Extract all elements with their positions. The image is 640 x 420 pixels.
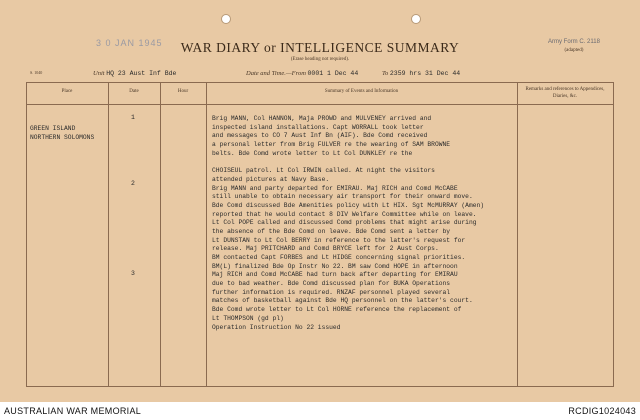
entry-line: inspected island installations. Capt WORRALL took letter — [212, 123, 424, 131]
entry-line: Lt Col POPE called and discussed Comd problems that might arise during — [212, 219, 477, 227]
received-date-stamp: 3 0 JAN 1945 — [96, 38, 163, 48]
unit-label: Unit — [93, 70, 105, 77]
header-divider — [26, 104, 614, 105]
entry-line: still unable to obtain necessary air transport for their onward move. — [212, 193, 473, 201]
summary-cell — [212, 115, 484, 332]
form-number — [548, 38, 600, 55]
entry-line: Maj RICH and Comd McCABE had turn back after departing for EMIRAU — [212, 271, 458, 279]
place-line: NORTHERN SOLOMONS — [30, 134, 95, 141]
from-value: 0001 1 Dec 44 — [307, 70, 359, 77]
to-value: 2359 hrs 31 Dec 44 — [389, 70, 461, 77]
footer-archive-name: AUSTRALIAN WAR MEMORIAL — [4, 406, 142, 416]
punch-hole-right — [411, 14, 421, 24]
column-divider — [206, 82, 207, 387]
date-cell: 3 — [131, 270, 135, 277]
datetime-label: Date and Time.—From — [246, 70, 306, 77]
entry-line: the absence of the Bde Comd on leave. Bde Comd sent a letter by — [212, 227, 451, 235]
col-header-place: Place — [61, 89, 73, 94]
place-line: GREEN ISLAND — [30, 125, 76, 132]
unit-value: HQ 23 Aust Inf Bde — [106, 70, 177, 77]
entry-line: Operation Instruction No 22 issued — [212, 323, 341, 331]
entry-line: Lt DUNSTAN to Lt Col BERRY in reference to the latter's request for — [212, 236, 466, 244]
entry-line: belts. Bde Comd wrote letter to Lt Col DUNKLEY re the — [212, 149, 413, 157]
col-header-hour: Hour — [177, 89, 189, 94]
entry-line: Bde Comd discussed Bde Amenities policy with Lt HIX. Sgt McMURRAY (Amen) — [212, 201, 485, 209]
place-cell — [30, 124, 94, 142]
page-subtitle: (Erase heading not required). — [290, 57, 350, 62]
col-header-summary: Summary of Events and Information — [324, 89, 399, 94]
entry-line: matches of basketball against Bde HQ personnel on the latter's court. — [212, 297, 473, 305]
entry-line — [212, 158, 484, 167]
entry-line: due to bad weather. Bde Comd discussed plan for BUKA Operations — [212, 280, 451, 288]
entry-line: and messages to CO 7 Aust Inf Bn (AIF). Bde Comd received — [212, 132, 428, 140]
date-cell: 2 — [131, 180, 135, 187]
entry-line: BM(L) finalized Bde Op Instr No 22. BM saw Comd HOPE in afternoon — [212, 262, 458, 270]
entry-line: Bde Comd wrote letter to Lt Col HORNE reference the replacement of — [212, 306, 462, 314]
form-label: Army Form C. 2118 — [548, 39, 600, 45]
entry-line: BM contacted Capt FORBES and Lt HIDGE concerning signal priorities. — [212, 254, 466, 261]
entry-line: release. Maj PRITCHARD and Comd BRYCE left for 2 Aust Corps. — [212, 245, 439, 253]
date-cell: 1 — [131, 114, 135, 121]
entry-line: further information is required. RNZAF personnel played several — [212, 288, 451, 296]
entry-line: attended pictures at Navy Base. — [212, 175, 330, 183]
entry-line: reported that he would contact 8 DIV Welfare Committee while on leave. — [212, 210, 477, 218]
col-header-remarks: Remarks and references to Appendices, Diaries, &c. — [525, 87, 605, 99]
punch-hole-left — [221, 14, 231, 24]
form-code: S. 1040 — [30, 70, 43, 75]
entry-line: Brig MANN, Col HANNON, Maja PROWD and MULVENEY arrived and — [212, 115, 432, 122]
entry-line: CHOISEUL patrol. Lt Col IRWIN called. At night the visitors — [212, 167, 435, 175]
unit-field — [93, 70, 176, 77]
footer-record-id: RCDIG1024043 — [568, 406, 636, 416]
entry-line: a personal letter from Brig FULVER re the wearing of SAM BROWNE — [212, 141, 451, 149]
column-divider — [108, 82, 109, 387]
datetime-field — [246, 70, 358, 77]
to-field — [382, 70, 460, 77]
entry-line: Brig MANN and party departed for EMIRAU. Maj RICH and Comd McCABE — [212, 184, 458, 192]
page-title: WAR DIARY or INTELLIGENCE SUMMARY — [180, 40, 460, 55]
to-label: To — [382, 70, 389, 77]
col-header-date: Date — [129, 89, 139, 94]
column-divider — [517, 82, 518, 387]
column-divider — [160, 82, 161, 387]
form-note: (adapted) — [564, 48, 584, 53]
entry-line: Lt THOMPSON (gd pl) — [212, 314, 284, 322]
